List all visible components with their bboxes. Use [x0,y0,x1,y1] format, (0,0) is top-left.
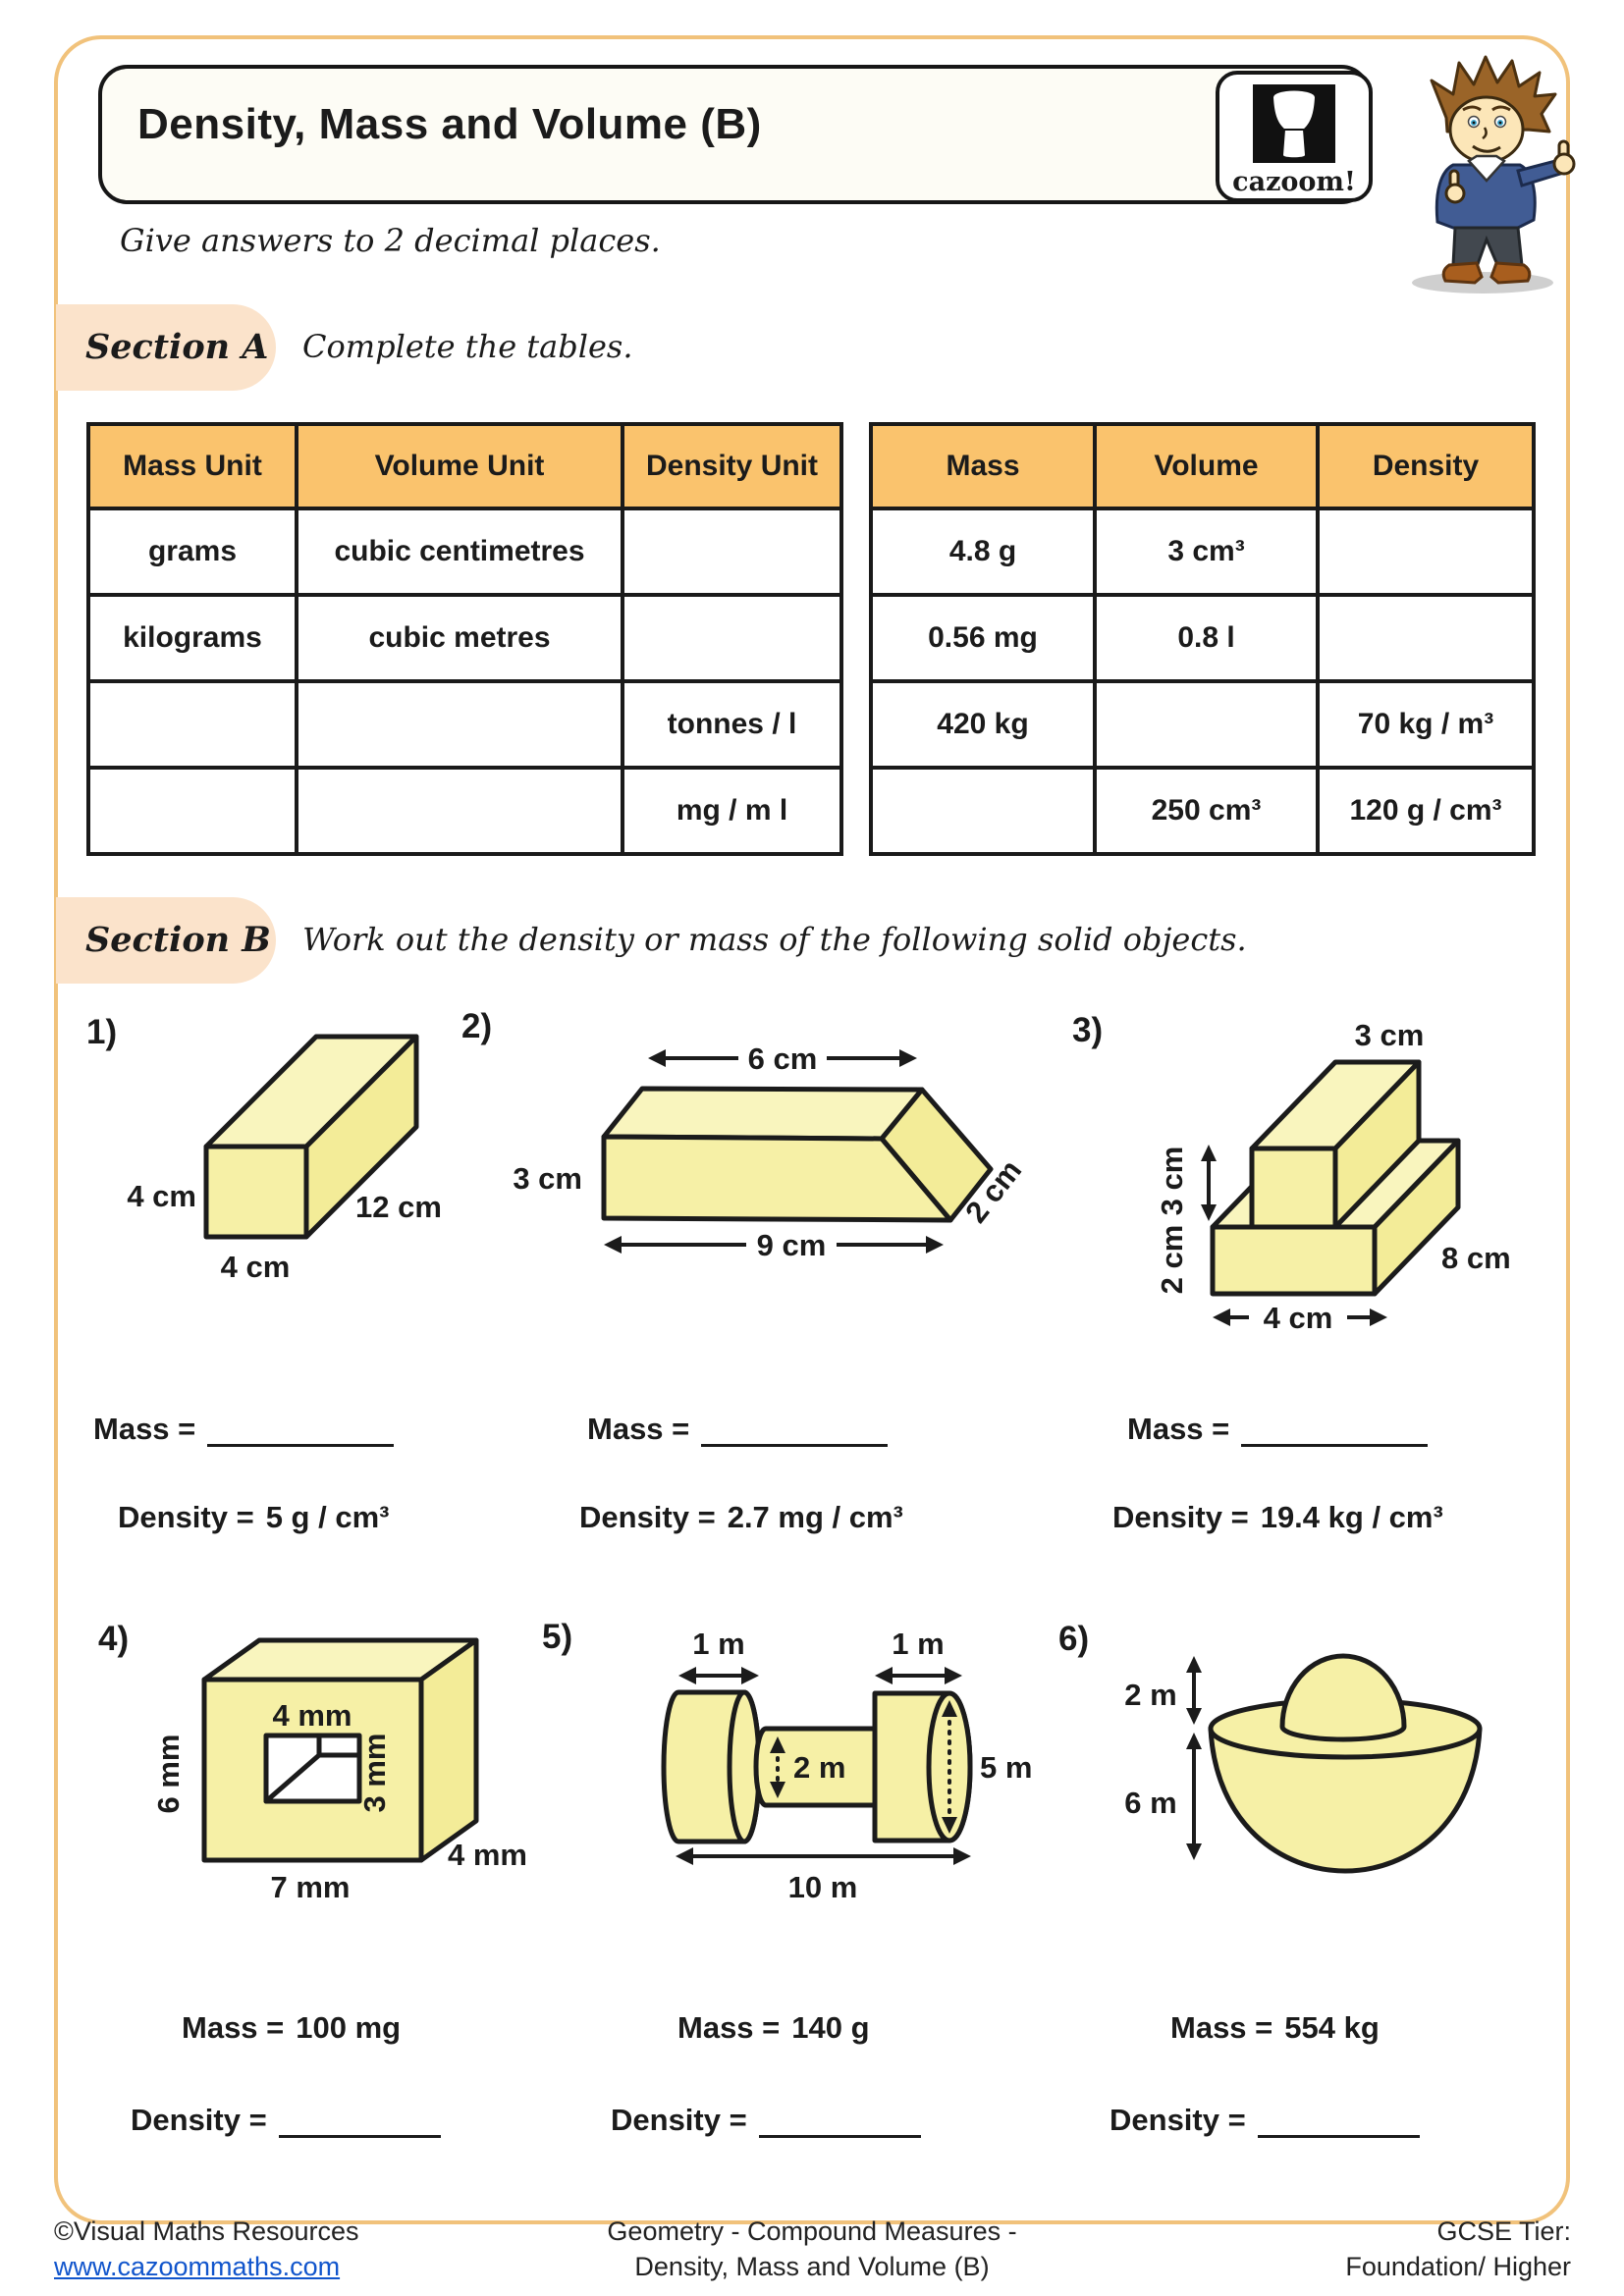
table-cell: 70 kg / m³ [1318,681,1534,768]
dim-label: 2 m [1124,1678,1177,1712]
answer-blank [759,2106,921,2138]
answer-blank [1258,2106,1420,2138]
dim-label: 4 cm [1263,1301,1333,1335]
table-cell [297,768,623,854]
logo-box [1216,71,1373,202]
dim-label: 9 cm [756,1228,827,1262]
mass-line-q5 [677,2010,870,2046]
question-number-6: 6) [1058,1620,1090,1658]
mass-line-q6 [1170,2010,1380,2046]
table-cell: 0.56 mg [871,595,1095,681]
section-a-instruction: Complete the tables. [302,328,633,365]
dim-label: 2 cm [1155,1224,1189,1295]
density-line-q5 [611,2103,921,2138]
table-cell [1318,595,1534,681]
table-cell [623,595,841,681]
dim-label: 4 mm [448,1838,527,1872]
mass-label: Mass = [1127,1412,1230,1446]
dim-label: 2 m [793,1750,846,1785]
dim-label: 6 cm [747,1041,818,1076]
table-cell [871,768,1095,854]
density-label: Density = [579,1500,716,1534]
instruction-note: Give answers to 2 decimal places. [120,222,661,259]
dim-label: 4 cm [220,1250,291,1284]
table-cell: mg / m l [623,768,841,854]
dim-label: 1 m [892,1627,945,1661]
table-cell: 3 cm³ [1095,508,1318,595]
table-row [871,595,1534,681]
section-b-pill [56,897,276,984]
logo-text: cazoom! [1232,167,1356,197]
shape-3-t-prism [1041,1001,1591,1340]
question-number-5: 5) [542,1618,573,1656]
section-b-label: Section B [85,920,271,960]
table-row [871,508,1534,595]
table-cell [1095,681,1318,768]
mass-label: Mass = [1170,2010,1273,2045]
mass-label: Mass = [182,2010,285,2045]
footer-copyright: ©Visual Maths Resources [54,2216,359,2246]
table-cell: cubic centimetres [297,508,623,595]
mass-line-q4 [182,2010,401,2046]
footer-gcse-tier-label: GCSE Tier: [1436,2216,1571,2246]
density-label: Density = [118,1500,254,1534]
table-cell: 0.8 l [1095,595,1318,681]
shape-1-cuboid [59,1001,471,1315]
table-row [88,595,841,681]
footer-website-link[interactable]: www.cazoommaths.com [54,2252,341,2281]
question-number-4: 4) [98,1620,130,1658]
table-header-cell: Volume [1095,424,1318,508]
mass-line-q2 [587,1412,888,1447]
density-value: 5 g / cm³ [265,1500,390,1534]
table-cell: 420 kg [871,681,1095,768]
density-label: Density = [611,2103,747,2137]
table-cell: kilograms [88,595,297,681]
mass-label: Mass = [93,1412,196,1446]
table-cell [297,681,623,768]
table-cell: 4.8 g [871,508,1095,595]
footer-center-line2: Density, Mass and Volume (B) [634,2252,990,2281]
shape-5-dumbbell [550,1610,1041,1944]
section-a-pill [56,304,276,391]
dim-label: 2 cm [958,1152,1029,1230]
dim-label: 6 mm [151,1734,186,1814]
table-header-cell: Density [1318,424,1534,508]
density-label: Density = [1112,1500,1249,1534]
table-header-cell: Mass Unit [88,424,297,508]
mass-value: 554 kg [1284,2010,1380,2045]
density-value: 2.7 mg / cm³ [727,1500,903,1534]
shape-4-cuboid-with-hole [98,1610,569,1944]
dim-label: 5 m [980,1750,1033,1785]
section-a-label: Section A [85,327,269,367]
dim-label: 10 m [787,1870,858,1904]
density-label: Density = [131,2103,267,2137]
mass-line-q3 [1127,1412,1428,1447]
answer-blank [1241,1415,1428,1447]
density-value: 19.4 kg / cm³ [1260,1500,1443,1534]
dim-label: 4 mm [272,1698,352,1733]
table-cell: grams [88,508,297,595]
value-table [869,422,1536,856]
mass-label: Mass = [587,1412,690,1446]
dim-label: 4 cm [127,1179,196,1213]
table-row [88,768,841,854]
dim-label: 3 mm [357,1733,392,1813]
density-line-q1 [118,1500,389,1535]
section-b-instruction: Work out the density or mass of the following solid objects. [302,921,1247,958]
mass-value: 140 g [791,2010,870,2045]
page-title: Density, Mass and Volume (B) [137,100,762,148]
table-header-cell: Volume Unit [297,424,623,508]
table-cell: 250 cm³ [1095,768,1318,854]
table-cell: cubic metres [297,595,623,681]
answer-blank [701,1415,888,1447]
unit-table [86,422,843,856]
shape-2-trapezoidal-prism [452,1001,1041,1296]
answer-blank [207,1415,394,1447]
question-number-1: 1) [86,1013,118,1051]
density-label: Density = [1110,2103,1246,2137]
mascot-boy-illustration [1373,51,1598,296]
mass-line-q1 [93,1412,394,1447]
dim-label: 3 cm [1354,1018,1425,1052]
table-cell [1318,508,1534,595]
table-cell: tonnes / l [623,681,841,768]
table-row [88,681,841,768]
table-row [88,508,841,595]
footer-gcse-tier-value: Foundation/ Higher [1345,2252,1571,2281]
density-line-q2 [579,1500,903,1535]
mass-label: Mass = [677,2010,781,2045]
density-line-q4 [131,2103,441,2138]
table-row [871,768,1534,854]
density-line-q3 [1112,1500,1443,1535]
shape-6-dome-on-hemisphere [1060,1610,1571,1904]
mass-value: 100 mg [296,2010,402,2045]
dim-label: 8 cm [1441,1241,1511,1275]
dim-label: 6 m [1124,1786,1177,1820]
dim-label: 3 cm [513,1161,582,1196]
answer-blank [279,2106,441,2138]
table-cell [88,768,297,854]
table-header-cell: Mass [871,424,1095,508]
dim-label: 7 mm [270,1870,351,1904]
dim-label: 1 m [692,1627,745,1661]
dim-label: 12 cm [355,1190,442,1224]
dim-label: 3 cm [1155,1146,1189,1216]
density-line-q6 [1110,2103,1420,2138]
question-number-3: 3) [1072,1011,1104,1049]
table-row [871,681,1534,768]
table-cell: 120 g / cm³ [1318,768,1534,854]
table-cell [88,681,297,768]
table-cell [623,508,841,595]
table-header-cell: Density Unit [623,424,841,508]
footer-center-line1: Geometry - Compound Measures - [607,2216,1017,2246]
question-number-2: 2) [461,1007,493,1045]
